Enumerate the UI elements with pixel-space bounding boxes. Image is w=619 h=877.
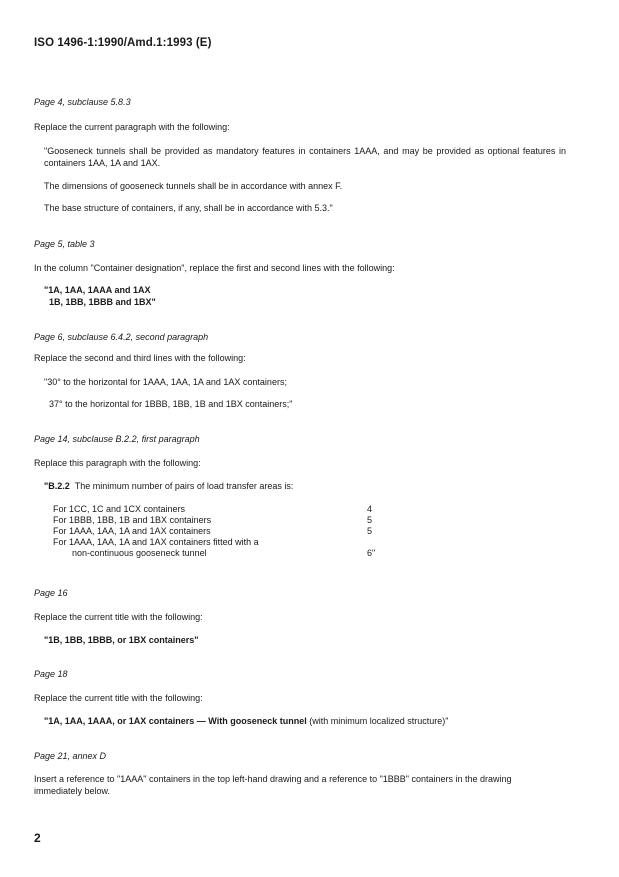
quoted-paragraph: The dimensions of gooseneck tunnels shall be in accordance with annex F. [44,181,343,191]
table-row-label: For 1CC, 1C and 1CX containers [53,504,186,514]
instruction-text: Insert a reference to "1AAA" containers in the top left-hand drawing and a reference to "1BBB" containers in the drawing immediately below. [34,774,512,796]
quoted-paragraph: The base structure of containers, if any, shall be in accordance with 5.3." [44,203,333,213]
table-row-value: 5 [367,515,373,525]
instruction-text: Replace the current title with the following: [34,612,203,622]
quoted-line: 37° to the horizontal for 1BBB, 1BB, 1B and 1BX containers;" [49,399,293,409]
instruction-text: Replace the current title with the following: [34,693,203,703]
section-reference: Page 14, subclause B.2.2, first paragraph [34,434,200,444]
instruction-text: Replace the current paragraph with the following: [34,122,230,132]
quoted-title: "1B, 1BB, 1BBB, or 1BX containers" [44,635,199,645]
quoted-title [44,716,448,726]
table-row-label: For 1BBB, 1BB, 1B and 1BX containers [53,515,212,525]
clause-heading [44,481,293,491]
section-reference: Page 16 [34,588,68,598]
instruction-text: Replace the second and third lines with the following: [34,353,246,363]
table-row-label: non-continuous gooseneck tunnel [72,548,207,558]
section-reference: Page 6, subclause 6.4.2, second paragraph [34,332,209,342]
document-header: ISO 1496-1:1990/Amd.1:1993 (E) [34,37,212,49]
instruction-text: Replace this paragraph with the following: [34,458,201,468]
quoted-title-bold: "1A, 1AA, 1AAA, or 1AX containers — With gooseneck tunnel [44,716,307,726]
table-row-value: 5 [367,526,373,536]
quoted-paragraph: "Gooseneck tunnels shall be provided as mandatory features in containers 1AAA, and may be provided as optional features in containers 1AA, 1A and 1AX. [44,146,566,168]
section-reference: Page 21, annex D [34,751,107,761]
section-reference: Page 18 [34,669,68,679]
table-row-label: For 1AAA, 1AA, 1A and 1AX containers fitted with a [53,537,259,547]
clause-number: "B.2.2 [44,481,70,491]
quoted-line: "1A, 1AA, 1AAA and 1AX [44,285,151,295]
page-number: 2 [34,831,41,845]
quoted-title-rest: (with minimum localized structure)" [306,716,449,726]
section-reference: Page 5, table 3 [34,239,95,249]
section-reference: Page 4, subclause 5.8.3 [34,97,131,107]
table-row-label: For 1AAA, 1AA, 1A and 1AX containers [53,526,211,536]
quoted-line: "30° to the horizontal for 1AAA, 1AA, 1A and 1AX containers; [44,377,287,387]
table-row-value: 6" [367,548,376,558]
table-row-value: 4 [367,504,373,514]
clause-text: The minimum number of pairs of load transfer areas is: [74,481,294,491]
instruction-text: In the column "Container designation", replace the first and second lines with the following: [34,263,395,273]
quoted-line: 1B, 1BB, 1BBB and 1BX" [49,297,156,307]
